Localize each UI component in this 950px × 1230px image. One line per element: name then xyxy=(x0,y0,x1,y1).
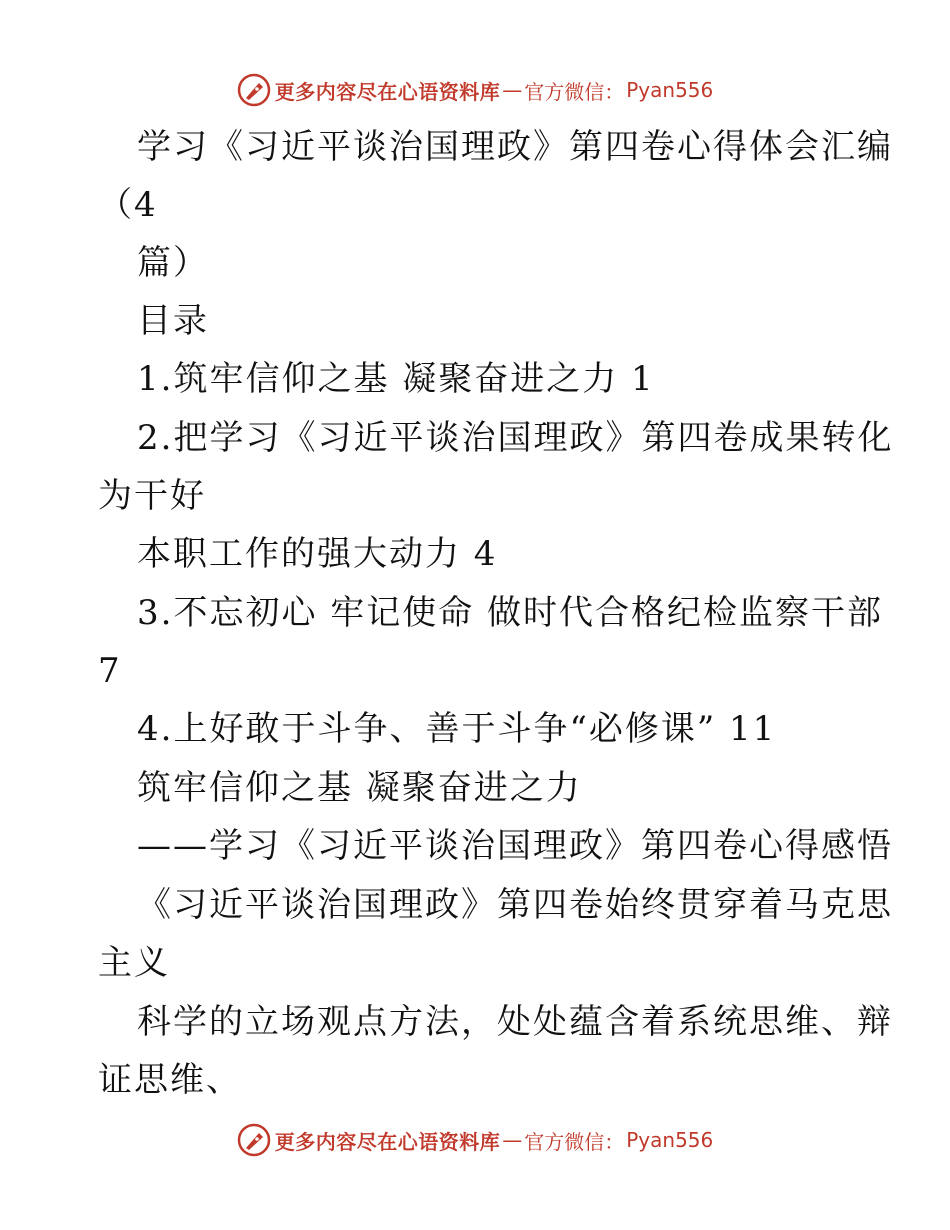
toc-entry-1: 1.筑牢信仰之基 凝聚奋进之力 1 xyxy=(137,359,655,399)
watermark-text: 更多内容尽在心语资料库 xyxy=(274,79,501,104)
toc-entry-4: 4.上好敢于斗争、善于斗争“必修课” 11 xyxy=(137,709,777,749)
toc-entry-2-continued: 本职工作的强大动力 4 xyxy=(137,534,498,574)
paragraph-line: 证思维、 xyxy=(98,1060,242,1100)
fountain-pen-logo-icon xyxy=(237,1123,271,1157)
document-title-continued: （4 xyxy=(98,185,158,225)
watermark-wechat-label: 官方微信： xyxy=(524,1129,625,1154)
document-title: 学习《习近平谈治国理政》第四卷心得体会汇编 xyxy=(137,127,893,167)
watermark-banner-bottom xyxy=(0,1122,950,1158)
section-title: 筑牢信仰之基 凝聚奋进之力 xyxy=(137,768,582,808)
paragraph-line: 主义 xyxy=(98,943,170,983)
fountain-pen-logo-icon xyxy=(237,73,271,107)
watermark-separator: — xyxy=(502,1128,523,1152)
toc-entry-2-continued: 为干好 xyxy=(98,476,206,516)
section-subtitle: ——学习《习近平谈治国理政》第四卷心得感悟 xyxy=(137,826,893,866)
toc-heading: 目录 xyxy=(137,301,209,341)
watermark-wechat-id: Pyan556 xyxy=(626,1128,714,1152)
toc-entry-3: 3.不忘初心 牢记使命 做时代合格纪检监察干部 xyxy=(137,593,884,633)
toc-entry-2: 2.把学习《习近平谈治国理政》第四卷成果转化 xyxy=(137,418,894,458)
paragraph-line: 科学的立场观点方法，处处蕴含着系统思维、辩 xyxy=(137,1002,893,1042)
document-title-continued: 篇） xyxy=(137,243,209,283)
toc-entry-3-page: 7 xyxy=(98,651,122,691)
paragraph-line: 《习近平谈治国理政》第四卷始终贯穿着马克思 xyxy=(137,885,893,925)
watermark-banner-top xyxy=(0,72,950,108)
watermark-wechat-id: Pyan556 xyxy=(626,78,714,102)
watermark-wechat-label: 官方微信： xyxy=(524,79,625,104)
watermark-separator: — xyxy=(502,78,523,102)
watermark-text: 更多内容尽在心语资料库 xyxy=(274,1129,501,1154)
